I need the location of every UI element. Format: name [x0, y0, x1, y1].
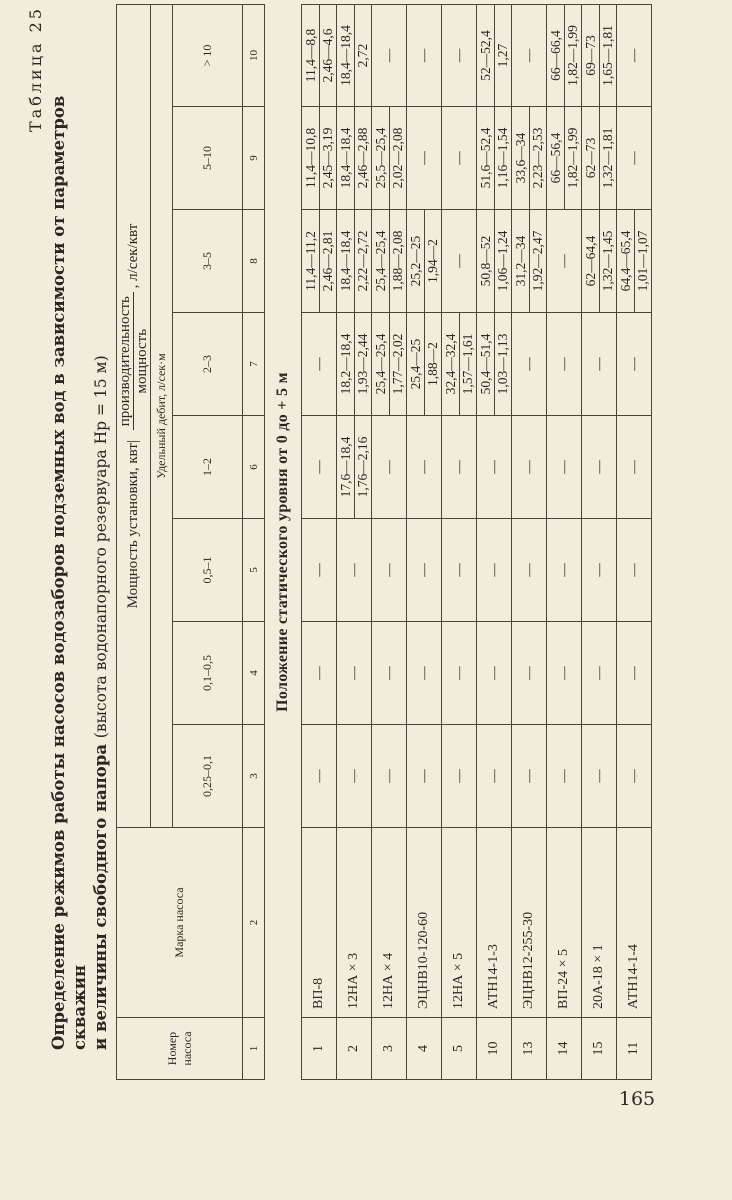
- ratio-value: 1,92—2,47: [529, 230, 545, 292]
- empty-cell: [442, 5, 477, 107]
- range-header: 2–3: [173, 313, 243, 416]
- dash-value: —: [416, 48, 431, 63]
- dash-value: —: [311, 666, 326, 680]
- empty-cell: [442, 519, 477, 622]
- column-number: 8: [243, 210, 265, 313]
- empty-cell: [372, 725, 407, 828]
- value-cell: [582, 107, 617, 210]
- column-number: 5: [243, 519, 265, 622]
- pump-mark: ЭЦНВ12-255-30: [512, 828, 547, 1018]
- header-fraction: [117, 292, 150, 430]
- dash-value: —: [346, 563, 361, 577]
- column-number: 7: [243, 313, 265, 416]
- value-cell: [547, 107, 582, 210]
- empty-cell: [302, 416, 337, 519]
- dash-value: —: [626, 151, 641, 165]
- empty-cell: [372, 416, 407, 519]
- table-row: [337, 5, 372, 1080]
- dash-value: —: [346, 666, 361, 680]
- dash-value: —: [486, 563, 501, 577]
- range-header: 1–2: [173, 416, 243, 519]
- range-header: 0,1–0,5: [173, 622, 243, 725]
- productivity-value: 18,4—18,4: [338, 107, 355, 209]
- productivity-value: 25,4—25: [408, 313, 425, 415]
- dash-value: —: [521, 357, 536, 371]
- dash-value: —: [626, 563, 641, 577]
- ratio-value: 1,94—2: [424, 239, 440, 283]
- ratio-value: 1,77—2,02: [389, 333, 405, 395]
- empty-cell: [547, 313, 582, 416]
- dash-value: —: [556, 357, 571, 371]
- dash-value: —: [381, 563, 396, 577]
- empty-cell: [582, 622, 617, 725]
- value-cell: [547, 5, 582, 107]
- ratio-value: 2,46—2,81: [319, 230, 335, 292]
- table-row: [407, 5, 442, 1080]
- value-cell: [477, 5, 512, 107]
- table-row: [477, 5, 512, 1080]
- empty-cell: [442, 416, 477, 519]
- dash-value: —: [556, 666, 571, 680]
- table-label: Таблица 25: [26, 6, 45, 132]
- empty-cell: [512, 313, 547, 416]
- value-cell: [337, 210, 372, 313]
- pump-number: 15: [582, 1018, 617, 1080]
- dash-value: —: [416, 563, 431, 577]
- pump-number: 11: [617, 1018, 652, 1080]
- empty-cell: [477, 725, 512, 828]
- empty-cell: [617, 519, 652, 622]
- productivity-value: 11,4—11,2: [303, 210, 320, 312]
- table-title: [48, 10, 112, 1050]
- dash-value: —: [416, 460, 431, 474]
- pump-mark: ЭЦНВ10-120-60: [407, 828, 442, 1018]
- fraction-denominator: мощность: [134, 328, 150, 394]
- dash-value: —: [521, 48, 536, 63]
- value-cell: [477, 313, 512, 416]
- dash-value: —: [451, 666, 466, 680]
- productivity-value: 64,4—65,4: [618, 210, 635, 312]
- dash-value: —: [451, 563, 466, 577]
- value-cell: [617, 210, 652, 313]
- range-header: 5–10: [173, 107, 243, 210]
- productivity-value: 18,4—18,4: [338, 5, 355, 106]
- productivity-value: 25,4—25,4: [373, 210, 390, 312]
- empty-cell: [407, 416, 442, 519]
- productivity-value: 50,8—52: [478, 210, 495, 312]
- productivity-value: 11,4—8,8: [303, 5, 320, 106]
- dash-value: —: [381, 48, 396, 63]
- pump-modes-table: [116, 4, 652, 1080]
- ratio-value: 1,88—2,08: [389, 230, 405, 292]
- productivity-value: 62—64,4: [583, 210, 600, 312]
- column-number: 4: [243, 622, 265, 725]
- empty-cell: [372, 5, 407, 107]
- pump-mark: 12НА × 3: [337, 828, 372, 1018]
- dash-value: —: [311, 563, 326, 577]
- table-body: [265, 5, 652, 1080]
- productivity-value: 31,2—34: [513, 210, 530, 312]
- dash-value: —: [416, 151, 431, 165]
- dash-value: —: [416, 666, 431, 680]
- empty-cell: [302, 519, 337, 622]
- header-unit: , л/сек/квт: [124, 223, 141, 289]
- empty-cell: [512, 725, 547, 828]
- empty-cell: [407, 5, 442, 107]
- empty-cell: [407, 622, 442, 725]
- value-cell: [337, 107, 372, 210]
- header-pump-no: Номер насоса: [117, 1018, 243, 1080]
- dash-value: —: [451, 460, 466, 474]
- pump-mark: 12НА × 4: [372, 828, 407, 1018]
- dash-value: —: [626, 357, 641, 371]
- empty-cell: [547, 725, 582, 828]
- dash-value: —: [626, 666, 641, 680]
- ratio-value: 2,23—2,53: [529, 127, 545, 189]
- ratio-value: 2,45—3,19: [319, 127, 335, 189]
- empty-cell: [617, 416, 652, 519]
- pump-number: 5: [442, 1018, 477, 1080]
- productivity-value: 25,4—25,4: [373, 313, 390, 415]
- dash-value: —: [591, 769, 606, 783]
- empty-cell: [477, 519, 512, 622]
- empty-cell: [512, 416, 547, 519]
- productivity-value: 51,6—52,4: [478, 107, 495, 209]
- table-row: [512, 5, 547, 1080]
- ratio-value: 1,93—2,44: [354, 333, 370, 395]
- value-cell: [407, 210, 442, 313]
- dash-value: —: [311, 769, 326, 783]
- ratio-value: 2,02—2,08: [389, 127, 405, 189]
- ratio-value: 1,27: [494, 43, 510, 68]
- empty-cell: [617, 313, 652, 416]
- pump-mark: АТН14-1-3: [477, 828, 512, 1018]
- empty-cell: [617, 622, 652, 725]
- value-cell: [582, 210, 617, 313]
- empty-cell: [512, 5, 547, 107]
- dash-value: —: [311, 460, 326, 474]
- pump-number: 2: [337, 1018, 372, 1080]
- column-number: 9: [243, 107, 265, 210]
- empty-cell: [302, 725, 337, 828]
- section-title: Положение статического уровня от 0 до + 5 м: [265, 5, 302, 1080]
- table-row: [372, 5, 407, 1080]
- productivity-value: 18,2—18,4: [338, 313, 355, 415]
- value-cell: [407, 313, 442, 416]
- empty-cell: [372, 519, 407, 622]
- ratio-value: 1,57—1,61: [459, 333, 475, 395]
- table-row: [442, 5, 477, 1080]
- productivity-value: 25,2—25: [408, 210, 425, 312]
- ratio-value: 1,76—2,16: [354, 436, 370, 498]
- table-row: [582, 5, 617, 1080]
- empty-cell: [442, 725, 477, 828]
- column-number: 6: [243, 416, 265, 519]
- ratio-value: 2,46—4,6: [319, 28, 335, 83]
- dash-value: —: [591, 563, 606, 577]
- range-header: 0,5–1: [173, 519, 243, 622]
- productivity-value: 66—56,4: [548, 107, 565, 209]
- empty-cell: [407, 519, 442, 622]
- empty-cell: [582, 416, 617, 519]
- dash-value: —: [521, 666, 536, 680]
- dash-value: —: [556, 563, 571, 577]
- dash-value: —: [346, 769, 361, 783]
- productivity-value: 17,6—18,4: [338, 416, 355, 518]
- value-cell: [337, 5, 372, 107]
- ratio-value: 1,06—1,24: [494, 230, 510, 292]
- value-cell: [372, 313, 407, 416]
- ratio-value: 1,03—1,13: [494, 333, 510, 395]
- pump-number: 4: [407, 1018, 442, 1080]
- empty-cell: [582, 725, 617, 828]
- header-pump-mark: Марка насоса: [117, 828, 243, 1018]
- dash-value: —: [416, 769, 431, 783]
- empty-cell: [512, 622, 547, 725]
- empty-cell: [337, 519, 372, 622]
- header-power-label: Мощность установки, квт|: [124, 440, 141, 609]
- empty-cell: [407, 725, 442, 828]
- dash-value: —: [381, 460, 396, 474]
- column-number: 1: [243, 1018, 265, 1080]
- empty-cell: [407, 107, 442, 210]
- pump-mark: ВП-8: [302, 828, 337, 1018]
- ratio-value: 1,88—2: [424, 342, 440, 386]
- dash-value: —: [451, 48, 466, 63]
- value-cell: [477, 210, 512, 313]
- ratio-value: 2,72: [354, 43, 370, 68]
- dash-value: —: [556, 254, 571, 268]
- empty-cell: [477, 622, 512, 725]
- empty-cell: [302, 622, 337, 725]
- page-number: 165: [618, 1088, 656, 1110]
- pump-number: 1: [302, 1018, 337, 1080]
- empty-cell: [442, 622, 477, 725]
- dash-value: —: [626, 460, 641, 474]
- dash-value: —: [521, 563, 536, 577]
- dash-value: —: [451, 254, 466, 268]
- empty-cell: [442, 210, 477, 313]
- dash-value: —: [521, 769, 536, 783]
- header-specific-yield: Удельный дебит, л/сек·м: [151, 5, 173, 828]
- column-number: 10: [243, 5, 265, 107]
- ratio-value: 1,01—1,07: [634, 230, 650, 292]
- productivity-value: 66—66,4: [548, 5, 565, 106]
- dash-value: —: [311, 357, 326, 371]
- productivity-value: 50,4—51,4: [478, 313, 495, 415]
- value-cell: [512, 210, 547, 313]
- rotated-table-page: [20, 0, 660, 1110]
- empty-cell: [582, 519, 617, 622]
- dash-value: —: [556, 460, 571, 474]
- dash-value: —: [381, 666, 396, 680]
- pump-number: 14: [547, 1018, 582, 1080]
- productivity-value: 52—52,4: [478, 5, 495, 106]
- column-number: 2: [243, 828, 265, 1018]
- empty-cell: [372, 622, 407, 725]
- dash-value: —: [626, 48, 641, 63]
- empty-cell: [512, 519, 547, 622]
- table-row: [617, 5, 652, 1080]
- fraction-numerator: производительность: [117, 292, 134, 430]
- value-cell: [477, 107, 512, 210]
- value-cell: [302, 5, 337, 107]
- pump-mark: ВП-24 × 5: [547, 828, 582, 1018]
- range-header: 0,25–0,1: [173, 725, 243, 828]
- ratio-value: 1,32—1,81: [599, 127, 615, 189]
- empty-cell: [547, 519, 582, 622]
- empty-cell: [547, 622, 582, 725]
- empty-cell: [337, 622, 372, 725]
- column-number: 3: [243, 725, 265, 828]
- dash-value: —: [486, 769, 501, 783]
- value-cell: [372, 210, 407, 313]
- pump-mark: АТН14-1-4: [617, 828, 652, 1018]
- value-cell: [302, 210, 337, 313]
- ratio-value: 1,82—1,99: [564, 127, 580, 189]
- ratio-value: 1,82—1,99: [564, 25, 580, 86]
- dash-value: —: [451, 151, 466, 165]
- empty-cell: [547, 210, 582, 313]
- dash-value: —: [521, 460, 536, 474]
- dash-value: —: [451, 769, 466, 783]
- empty-cell: [477, 416, 512, 519]
- table-row: [302, 5, 337, 1080]
- empty-cell: [582, 313, 617, 416]
- title-main: Определение режимов работы насосов водозаборов подземных вод в зависимости от параметров скважин: [49, 95, 89, 1050]
- empty-cell: [302, 313, 337, 416]
- empty-cell: [442, 107, 477, 210]
- table-row: [547, 5, 582, 1080]
- value-cell: [337, 416, 372, 519]
- productivity-value: 62—73: [583, 107, 600, 209]
- value-cell: [442, 313, 477, 416]
- dash-value: —: [591, 460, 606, 474]
- pump-mark: 12НА × 5: [442, 828, 477, 1018]
- productivity-value: 69—73: [583, 5, 600, 106]
- productivity-value: 33,6—34: [513, 107, 530, 209]
- value-cell: [582, 5, 617, 107]
- dash-value: —: [591, 357, 606, 371]
- empty-cell: [617, 107, 652, 210]
- ratio-value: 1,65—1,81: [599, 25, 615, 86]
- productivity-value: 25,5—25,4: [373, 107, 390, 209]
- empty-cell: [617, 5, 652, 107]
- value-cell: [512, 107, 547, 210]
- productivity-value: 32,4—32,4: [443, 313, 460, 415]
- value-cell: [337, 313, 372, 416]
- value-cell: [372, 107, 407, 210]
- title-sub: (высота водонапорного резервуара Hр = 15 м): [92, 355, 110, 739]
- pump-number: 3: [372, 1018, 407, 1080]
- productivity-value: 11,4—10,8: [303, 107, 320, 209]
- ratio-value: 1,32—1,45: [599, 230, 615, 292]
- value-cell: [302, 107, 337, 210]
- range-header: > 10: [173, 5, 243, 107]
- ratio-value: 2,46—2,88: [354, 127, 370, 189]
- dash-value: —: [556, 769, 571, 783]
- dash-value: —: [381, 769, 396, 783]
- title-line2: [90, 10, 112, 1050]
- dash-value: —: [626, 769, 641, 783]
- empty-cell: [337, 725, 372, 828]
- dash-value: —: [486, 666, 501, 680]
- pump-number: 10: [477, 1018, 512, 1080]
- dash-value: —: [486, 460, 501, 474]
- empty-cell: [547, 416, 582, 519]
- range-header: 3–5: [173, 210, 243, 313]
- pump-mark: 20А-18 × 1: [582, 828, 617, 1018]
- dash-value: —: [591, 666, 606, 680]
- title-line2-text: и величины свободного напора: [91, 743, 110, 1050]
- header-power: [117, 5, 151, 828]
- ratio-value: 2,22—2,72: [354, 230, 370, 292]
- pump-number: 13: [512, 1018, 547, 1080]
- productivity-value: 18,4—18,4: [338, 210, 355, 312]
- ratio-value: 1,16—1,54: [494, 127, 510, 189]
- empty-cell: [617, 725, 652, 828]
